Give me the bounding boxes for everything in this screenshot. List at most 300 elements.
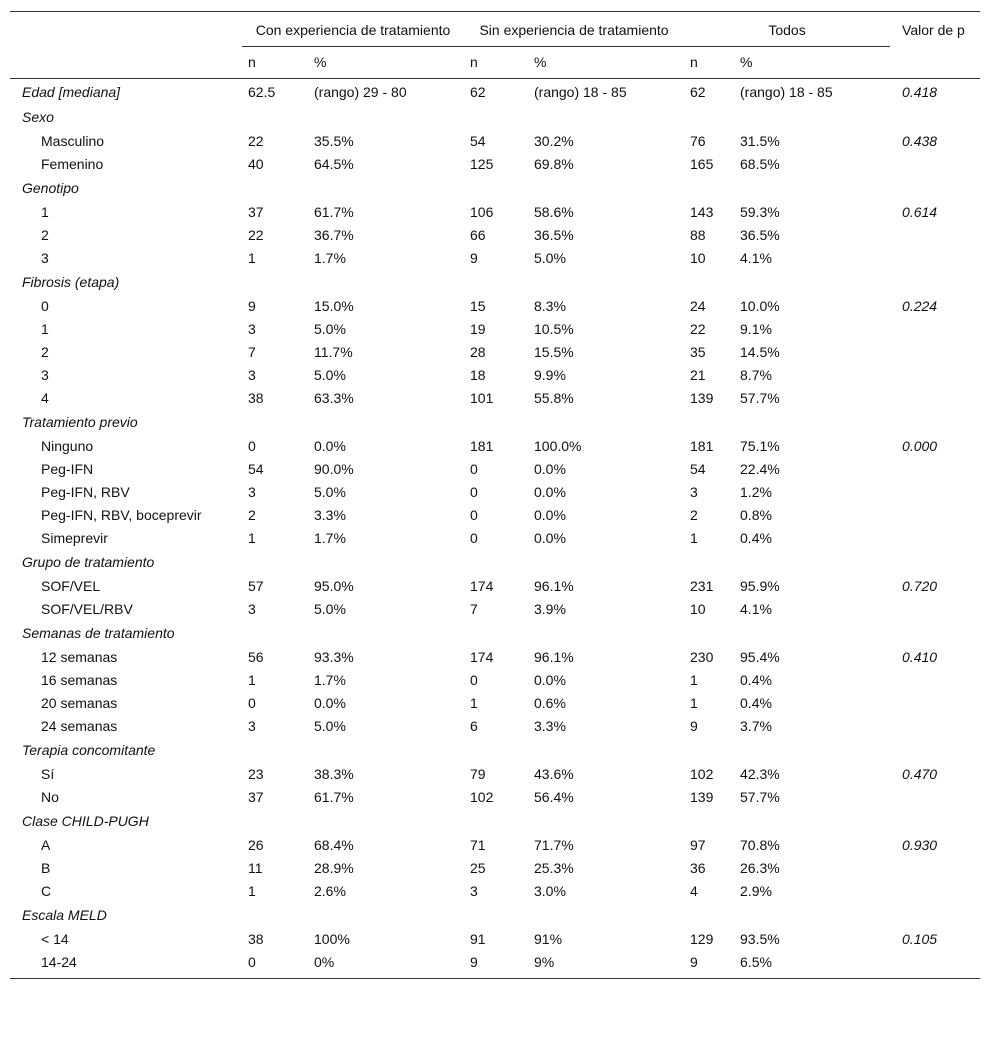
value-n-all: 3 — [690, 484, 698, 500]
value-n-all: 88 — [690, 227, 706, 243]
p-value: 0.930 — [902, 837, 938, 853]
value-pct-treated: (rango) 29 - 80 — [314, 84, 407, 100]
p-value: 0.105 — [902, 931, 938, 947]
table-row — [10, 527, 980, 550]
table-row — [10, 646, 980, 669]
table-row — [10, 387, 980, 410]
value-pct-treated: 93.3% — [314, 649, 354, 665]
value-pct-naive: 0.0% — [534, 530, 566, 546]
p-value: 0.418 — [902, 84, 938, 100]
row-label: 3 — [41, 367, 49, 383]
value-n-all: 139 — [690, 390, 714, 406]
row-label: Ninguno — [41, 438, 94, 454]
empty-cell — [314, 550, 464, 575]
empty-cell — [684, 176, 740, 201]
value-pct-naive: 0.0% — [534, 484, 566, 500]
empty-cell — [242, 903, 314, 928]
category-row — [10, 738, 980, 763]
row-label: 16 semanas — [41, 672, 118, 688]
category-label: Escala MELD — [22, 907, 107, 923]
row-label: Peg-IFN, RBV, boceprevir — [41, 507, 202, 523]
empty-cell — [464, 270, 534, 295]
value-pct-all: 22.4% — [740, 461, 780, 477]
value-pct-naive: 56.4% — [534, 789, 574, 805]
category-row — [10, 550, 980, 575]
category-label: Tratamiento previo — [22, 414, 138, 430]
empty-cell — [890, 387, 980, 410]
value-n-naive: 125 — [470, 156, 494, 172]
value-n-treated: 22 — [248, 133, 264, 149]
header-n: n — [690, 54, 698, 70]
empty-cell — [740, 105, 890, 130]
p-value: 0.614 — [902, 204, 938, 220]
value-n-all: 54 — [690, 461, 706, 477]
table-row — [10, 435, 980, 458]
empty-cell — [890, 550, 980, 575]
value-n-all: 231 — [690, 578, 714, 594]
empty-cell — [890, 951, 980, 979]
table-row — [10, 669, 980, 692]
value-pct-treated: 36.7% — [314, 227, 354, 243]
value-n-all: 9 — [690, 718, 698, 734]
header-group-all: Todos — [684, 12, 890, 47]
value-pct-naive: 69.8% — [534, 156, 574, 172]
value-n-treated: 3 — [248, 367, 256, 383]
empty-cell — [890, 715, 980, 738]
p-value: 0.438 — [902, 133, 938, 149]
empty-cell — [890, 247, 980, 270]
row-label: 1 — [41, 321, 49, 337]
header-n: n — [470, 54, 478, 70]
empty-cell — [242, 621, 314, 646]
empty-cell — [242, 738, 314, 763]
empty-cell — [314, 270, 464, 295]
empty-cell — [740, 903, 890, 928]
header-pct: % — [740, 54, 753, 70]
value-n-all: 76 — [690, 133, 706, 149]
empty-cell — [740, 270, 890, 295]
value-pct-naive: 0.6% — [534, 695, 566, 711]
value-pct-treated: 5.0% — [314, 367, 346, 383]
value-n-naive: 0 — [470, 507, 478, 523]
empty-cell — [314, 410, 464, 435]
value-pct-treated: 3.3% — [314, 507, 346, 523]
value-n-treated: 37 — [248, 204, 264, 220]
row-label: B — [41, 860, 51, 876]
value-n-all: 102 — [690, 766, 714, 782]
value-pct-all: 68.5% — [740, 156, 780, 172]
category-label: Semanas de tratamiento — [22, 625, 175, 641]
value-n-treated: 26 — [248, 837, 264, 853]
empty-cell — [464, 903, 534, 928]
value-pct-all: 0.4% — [740, 530, 772, 546]
value-pct-naive: 3.3% — [534, 718, 566, 734]
value-pct-naive: 43.6% — [534, 766, 574, 782]
empty-cell — [464, 410, 534, 435]
value-pct-all: 36.5% — [740, 227, 780, 243]
table-row — [10, 692, 980, 715]
empty-cell — [464, 809, 534, 834]
value-pct-treated: 5.0% — [314, 601, 346, 617]
value-n-treated: 62.5 — [248, 84, 276, 100]
empty-cell — [242, 410, 314, 435]
empty-cell — [890, 410, 980, 435]
header-group-naive: Sin experiencia de tratamiento — [464, 12, 684, 47]
table-row — [10, 715, 980, 738]
row-label: 12 semanas — [41, 649, 118, 665]
value-pct-all: 6.5% — [740, 954, 772, 970]
empty-cell — [890, 153, 980, 176]
value-n-treated: 57 — [248, 578, 264, 594]
table-row — [10, 201, 980, 224]
header-pvalue: Valor de p — [902, 22, 965, 38]
table-row — [10, 247, 980, 270]
value-pct-treated: 100% — [314, 931, 350, 947]
value-n-all: 10 — [690, 601, 706, 617]
empty-cell — [740, 176, 890, 201]
empty-cell — [314, 903, 464, 928]
value-n-treated: 37 — [248, 789, 264, 805]
empty-cell — [890, 738, 980, 763]
value-n-naive: 181 — [470, 438, 494, 454]
value-pct-treated: 1.7% — [314, 250, 346, 266]
value-n-all: 1 — [690, 530, 698, 546]
value-n-all: 181 — [690, 438, 714, 454]
value-n-naive: 62 — [470, 84, 486, 100]
empty-cell — [534, 903, 684, 928]
table-row — [10, 295, 980, 318]
value-pct-naive: 0.0% — [534, 672, 566, 688]
row-label: 14-24 — [41, 954, 77, 970]
value-n-treated: 40 — [248, 156, 264, 172]
table-container — [10, 11, 980, 979]
value-pct-treated: 64.5% — [314, 156, 354, 172]
value-n-treated: 3 — [248, 718, 256, 734]
value-n-all: 1 — [690, 672, 698, 688]
value-n-treated: 1 — [248, 530, 256, 546]
row-label: A — [41, 837, 51, 853]
value-pct-all: 8.7% — [740, 367, 772, 383]
value-n-naive: 0 — [470, 530, 478, 546]
table-row — [10, 834, 980, 857]
table-row — [10, 951, 980, 979]
value-n-all: 129 — [690, 931, 714, 947]
value-n-all: 2 — [690, 507, 698, 523]
value-n-naive: 174 — [470, 649, 494, 665]
empty-cell — [684, 270, 740, 295]
value-n-naive: 106 — [470, 204, 494, 220]
value-pct-treated: 63.3% — [314, 390, 354, 406]
empty-cell — [890, 318, 980, 341]
value-pct-all: 4.1% — [740, 601, 772, 617]
value-pct-naive: 0.0% — [534, 507, 566, 523]
value-pct-treated: 5.0% — [314, 718, 346, 734]
empty-cell — [464, 550, 534, 575]
value-n-naive: 7 — [470, 601, 478, 617]
empty-cell — [314, 809, 464, 834]
category-label: Sexo — [22, 109, 54, 125]
value-n-naive: 71 — [470, 837, 486, 853]
value-n-treated: 1 — [248, 250, 256, 266]
value-pct-treated: 28.9% — [314, 860, 354, 876]
category-row — [10, 410, 980, 435]
value-n-all: 1 — [690, 695, 698, 711]
table-row — [10, 598, 980, 621]
empty-cell — [684, 809, 740, 834]
empty-cell — [740, 809, 890, 834]
row-label: 24 semanas — [41, 718, 118, 734]
value-n-treated: 9 — [248, 298, 256, 314]
value-pct-treated: 61.7% — [314, 789, 354, 805]
value-n-treated: 54 — [248, 461, 264, 477]
value-n-treated: 38 — [248, 931, 264, 947]
empty-cell — [534, 176, 684, 201]
empty-cell — [890, 458, 980, 481]
value-pct-treated: 5.0% — [314, 484, 346, 500]
header-n: n — [248, 54, 256, 70]
value-pct-all: 93.5% — [740, 931, 780, 947]
value-n-naive: 18 — [470, 367, 486, 383]
empty-cell — [890, 176, 980, 201]
value-pct-treated: 35.5% — [314, 133, 354, 149]
value-pct-naive: 8.3% — [534, 298, 566, 314]
value-n-treated: 1 — [248, 672, 256, 688]
value-pct-naive: 36.5% — [534, 227, 574, 243]
value-pct-naive: 71.7% — [534, 837, 574, 853]
value-n-naive: 174 — [470, 578, 494, 594]
value-pct-all: 57.7% — [740, 390, 780, 406]
empty-cell — [890, 504, 980, 527]
empty-cell — [890, 903, 980, 928]
value-pct-naive: 30.2% — [534, 133, 574, 149]
value-pct-all: 70.8% — [740, 837, 780, 853]
value-n-naive: 9 — [470, 250, 478, 266]
empty-cell — [890, 105, 980, 130]
value-n-treated: 23 — [248, 766, 264, 782]
value-pct-naive: 10.5% — [534, 321, 574, 337]
empty-cell — [464, 176, 534, 201]
value-pct-treated: 0.0% — [314, 695, 346, 711]
table-row — [10, 224, 980, 247]
empty-cell — [314, 105, 464, 130]
value-pct-naive: 9% — [534, 954, 555, 970]
category-row — [10, 176, 980, 201]
table-row — [10, 458, 980, 481]
value-n-treated: 3 — [248, 601, 256, 617]
value-pct-naive: 0.0% — [534, 461, 566, 477]
value-pct-all: 1.2% — [740, 484, 772, 500]
empty-cell — [684, 410, 740, 435]
value-pct-naive: 58.6% — [534, 204, 574, 220]
value-n-treated: 11 — [248, 860, 263, 876]
value-n-naive: 19 — [470, 321, 486, 337]
value-n-naive: 102 — [470, 789, 494, 805]
value-pct-naive: (rango) 18 - 85 — [534, 84, 627, 100]
value-pct-all: 59.3% — [740, 204, 780, 220]
row-label: Peg-IFN, RBV — [41, 484, 130, 500]
value-n-all: 35 — [690, 344, 706, 360]
category-row — [10, 105, 980, 130]
value-n-treated: 2 — [248, 507, 256, 523]
value-pct-treated: 1.7% — [314, 530, 346, 546]
row-label: 2 — [41, 344, 49, 360]
value-pct-all: 2.9% — [740, 883, 772, 899]
empty-cell — [890, 786, 980, 809]
p-value: 0.000 — [902, 438, 938, 454]
row-label: < 14 — [41, 931, 69, 947]
empty-cell — [890, 364, 980, 387]
value-pct-all: 0.8% — [740, 507, 772, 523]
value-n-treated: 3 — [248, 484, 256, 500]
header-empty-cell — [10, 12, 242, 79]
value-n-naive: 0 — [470, 461, 478, 477]
empty-cell — [890, 270, 980, 295]
value-n-all: 139 — [690, 789, 714, 805]
value-n-treated: 0 — [248, 954, 256, 970]
value-pct-treated: 95.0% — [314, 578, 354, 594]
table-row — [10, 364, 980, 387]
empty-cell — [242, 270, 314, 295]
value-pct-treated: 68.4% — [314, 837, 354, 853]
table-row — [10, 880, 980, 903]
row-label: SOF/VEL — [41, 578, 101, 594]
empty-cell — [890, 621, 980, 646]
value-n-treated: 3 — [248, 321, 256, 337]
empty-cell — [464, 105, 534, 130]
value-n-all: 9 — [690, 954, 698, 970]
empty-cell — [242, 105, 314, 130]
table-row — [10, 763, 980, 786]
category-row — [10, 270, 980, 295]
value-n-naive: 6 — [470, 718, 478, 734]
row-label: 2 — [41, 227, 49, 243]
empty-cell — [534, 105, 684, 130]
empty-cell — [890, 481, 980, 504]
value-pct-naive: 3.9% — [534, 601, 566, 617]
empty-cell — [242, 809, 314, 834]
empty-cell — [534, 738, 684, 763]
empty-cell — [242, 550, 314, 575]
row-label: Simeprevir — [41, 530, 108, 546]
table-row — [10, 575, 980, 598]
value-n-naive: 28 — [470, 344, 486, 360]
value-n-naive: 15 — [470, 298, 486, 314]
category-label: Grupo de tratamiento — [22, 554, 155, 570]
category-row — [10, 621, 980, 646]
row-label: Peg-IFN — [41, 461, 94, 477]
value-pct-naive: 96.1% — [534, 578, 574, 594]
value-n-all: 62 — [690, 84, 706, 100]
header-row-groups — [10, 12, 980, 47]
value-pct-all: 75.1% — [740, 438, 780, 454]
value-n-all: 230 — [690, 649, 714, 665]
value-pct-naive: 25.3% — [534, 860, 574, 876]
empty-cell — [684, 105, 740, 130]
value-pct-naive: 9.9% — [534, 367, 566, 383]
value-n-all: 24 — [690, 298, 706, 314]
value-pct-all: 10.0% — [740, 298, 780, 314]
value-n-treated: 22 — [248, 227, 264, 243]
value-pct-treated: 5.0% — [314, 321, 346, 337]
row-label: C — [41, 883, 52, 899]
header-pct: % — [534, 54, 547, 70]
value-n-naive: 1 — [470, 695, 478, 711]
value-n-all: 165 — [690, 156, 714, 172]
value-n-naive: 101 — [470, 390, 494, 406]
value-pct-treated: 1.7% — [314, 672, 346, 688]
value-pct-naive: 100.0% — [534, 438, 582, 454]
empty-cell — [890, 692, 980, 715]
empty-cell — [242, 176, 314, 201]
value-pct-all: (rango) 18 - 85 — [740, 84, 833, 100]
category-label: Terapia concomitante — [22, 742, 156, 758]
value-n-naive: 0 — [470, 484, 478, 500]
value-n-treated: 38 — [248, 390, 264, 406]
value-n-treated: 0 — [248, 695, 256, 711]
value-pct-all: 0.4% — [740, 672, 772, 688]
empty-cell — [740, 550, 890, 575]
value-n-naive: 91 — [470, 931, 486, 947]
value-pct-all: 42.3% — [740, 766, 780, 782]
value-pct-all: 9.1% — [740, 321, 772, 337]
value-pct-all: 26.3% — [740, 860, 780, 876]
row-label: 0 — [41, 298, 49, 314]
empty-cell — [890, 224, 980, 247]
empty-cell — [684, 550, 740, 575]
value-pct-treated: 0% — [314, 954, 335, 970]
empty-cell — [740, 410, 890, 435]
value-pct-naive: 5.0% — [534, 250, 566, 266]
table-body — [10, 79, 980, 979]
value-pct-naive: 55.8% — [534, 390, 574, 406]
value-n-all: 22 — [690, 321, 706, 337]
row-label: 1 — [41, 204, 49, 220]
row-label: SOF/VEL/RBV — [41, 601, 133, 617]
value-pct-all: 3.7% — [740, 718, 772, 734]
table-row — [10, 481, 980, 504]
value-n-all: 4 — [690, 883, 698, 899]
p-value: 0.224 — [902, 298, 938, 314]
row-label: Sí — [41, 766, 55, 782]
category-row — [10, 903, 980, 928]
row-label: Masculino — [41, 133, 105, 149]
empty-cell — [314, 176, 464, 201]
value-pct-treated: 90.0% — [314, 461, 354, 477]
value-n-treated: 1 — [248, 883, 256, 899]
empty-cell — [464, 621, 534, 646]
header-pct: % — [314, 54, 327, 70]
category-row — [10, 79, 980, 106]
empty-cell — [890, 669, 980, 692]
value-n-naive: 79 — [470, 766, 486, 782]
value-pct-naive: 15.5% — [534, 344, 574, 360]
category-label: Fibrosis (etapa) — [22, 274, 120, 290]
value-pct-treated: 15.0% — [314, 298, 354, 314]
p-value: 0.720 — [902, 578, 938, 594]
value-n-naive: 3 — [470, 883, 478, 899]
value-pct-all: 14.5% — [740, 344, 780, 360]
value-pct-all: 95.4% — [740, 649, 780, 665]
table-row — [10, 318, 980, 341]
value-pct-all: 31.5% — [740, 133, 780, 149]
table-row — [10, 857, 980, 880]
category-row — [10, 809, 980, 834]
row-label: 4 — [41, 390, 49, 406]
empty-cell — [534, 621, 684, 646]
empty-cell — [890, 341, 980, 364]
value-pct-naive: 3.0% — [534, 883, 566, 899]
row-label: 3 — [41, 250, 49, 266]
